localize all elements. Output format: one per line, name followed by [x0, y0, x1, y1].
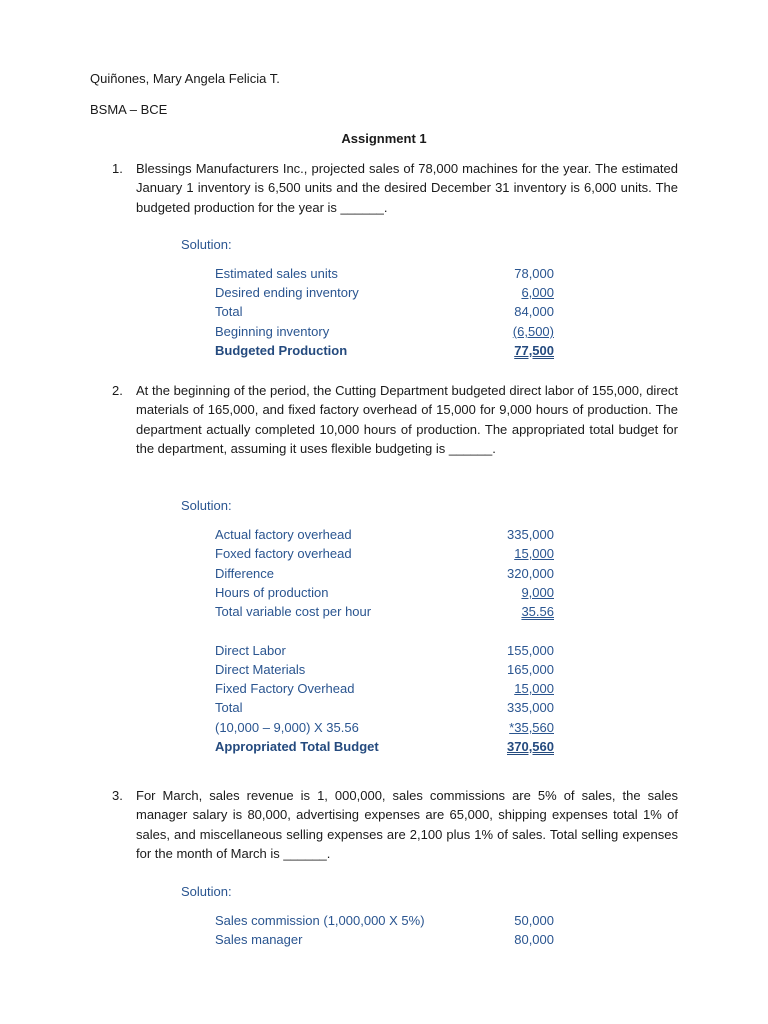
row-label: Total	[215, 700, 243, 715]
row-value: 77,500	[514, 343, 554, 358]
question-3-text: For March, sales revenue is 1, 000,000, sales commissions are 5% of sales, the sales manager salary is 80,000, advertising expenses are 65,000, shipping expenses total 1% of sales, and miscellaneous selling expenses are 2,100 plus 1% of sales. Total selling expenses for the month of March is ______.	[136, 788, 678, 862]
row-label: Estimated sales units	[215, 266, 338, 281]
row-label: Total	[215, 304, 243, 319]
question-2	[112, 381, 678, 459]
q2-row-fixed-overhead	[215, 546, 554, 564]
row-value: 15,000	[514, 681, 554, 696]
row-value: 80,000	[514, 932, 554, 947]
program: BSMA – BCE	[90, 102, 168, 117]
row-label: Direct Labor	[215, 643, 286, 658]
row-value: 9,000	[521, 585, 554, 600]
row-label: Appropriated Total Budget	[215, 739, 379, 754]
q3-row-sales-commission	[215, 913, 554, 931]
row-label: Fixed Factory Overhead	[215, 681, 355, 696]
row-value: (6,500)	[512, 324, 554, 339]
row-value: 155,000	[507, 643, 554, 658]
row-label: Budgeted Production	[215, 343, 348, 358]
row-label: Direct Materials	[215, 662, 306, 677]
row-value: 15,000	[514, 546, 554, 561]
q1-row-total	[215, 304, 554, 322]
solution-2-label: Solution:	[181, 498, 232, 513]
row-label: Total variable cost per hour	[215, 604, 372, 619]
row-value: 335,000	[507, 700, 554, 715]
q2-row-variable-cost	[215, 604, 554, 622]
q1-row-sales-units	[215, 266, 554, 284]
q2-row-difference	[215, 566, 554, 584]
q1-row-ending-inventory	[215, 285, 554, 303]
q2-row-additional-hours	[215, 720, 554, 738]
row-label: (10,000 – 9,000) X 35.56	[215, 720, 359, 735]
q2-row-appropriated-budget	[215, 739, 554, 757]
row-label: Beginning inventory	[215, 324, 330, 339]
q2-row-hours	[215, 585, 554, 603]
row-label: Difference	[215, 566, 275, 581]
row-label: Desired ending inventory	[215, 285, 359, 300]
row-value: 320,000	[507, 566, 554, 581]
row-label: Sales manager	[215, 932, 303, 947]
row-value: 6,000	[521, 285, 554, 300]
row-value: 50,000	[514, 913, 554, 928]
q2-row-fixed-factory-overhead	[215, 681, 554, 699]
q2-row-total	[215, 700, 554, 718]
question-1-text: Blessings Manufacturers Inc., projected sales of 78,000 machines for the year. The estimated January 1 inventory is 6,500 units and the desired December 31 inventory is 6,000 units. The budgeted production for the year is ______.	[136, 161, 678, 215]
q3-row-sales-manager	[215, 932, 554, 950]
row-label: Foxed factory overhead	[215, 546, 352, 561]
solution-3-label: Solution:	[181, 884, 232, 899]
question-3	[112, 786, 678, 864]
student-name: Quiñones, Mary Angela Felicia T.	[90, 71, 280, 86]
question-1	[112, 159, 678, 217]
row-value: 35.56	[521, 604, 554, 619]
row-value: *35,560	[509, 720, 554, 735]
row-value: 84,000	[514, 304, 554, 319]
question-1-number: 1.	[112, 161, 123, 176]
page-title: Assignment 1	[341, 131, 427, 146]
solution-1-label: Solution:	[181, 237, 232, 252]
q1-row-beginning-inventory	[215, 324, 554, 342]
question-3-number: 3.	[112, 788, 123, 803]
question-2-text: At the beginning of the period, the Cutting Department budgeted direct labor of 155,000, direct materials of 165,000, and fixed factory overhead of 15,000 for 9,000 hours of production. The department actually completed 10,000 hours of production. The appropriated total budget for the department, assuming it uses flexible budgeting is ______.	[136, 383, 678, 457]
row-label: Hours of production	[215, 585, 329, 600]
q1-row-budgeted-production	[215, 343, 554, 361]
row-value: 78,000	[514, 266, 554, 281]
row-value: 335,000	[507, 527, 554, 542]
q2-row-direct-materials	[215, 662, 554, 680]
question-2-number: 2.	[112, 383, 123, 398]
row-value: 370,560	[507, 739, 554, 754]
q2-row-direct-labor	[215, 643, 554, 661]
row-label: Sales commission (1,000,000 X 5%)	[215, 913, 425, 928]
row-label: Actual factory overhead	[215, 527, 352, 542]
q2-row-actual-overhead	[215, 527, 554, 545]
row-value: 165,000	[507, 662, 554, 677]
